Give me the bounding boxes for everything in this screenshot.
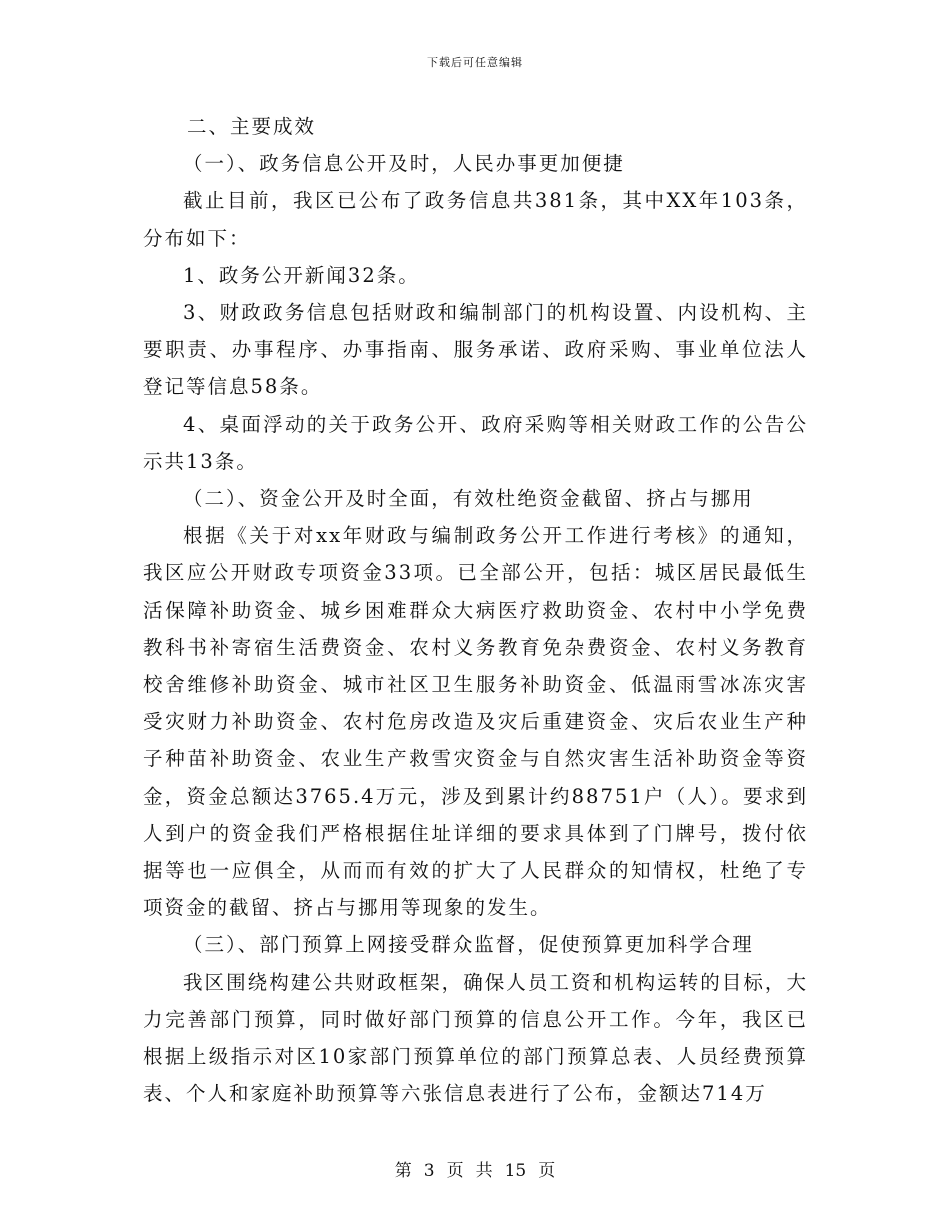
section-heading: 二、主要成效 <box>187 115 317 138</box>
list-item: 3、财政政务信息包括财政和编制部门的机构设置、内设机构、主要职责、办事程序、办事指南、服务承诺、政府采购、事业单位法人登记等信息58条。 <box>143 301 808 399</box>
list-item: 4、桌面浮动的关于政务公开、政府采购等相关财政工作的公告公示共13条。 <box>143 412 808 473</box>
footer-prefix: 第 <box>394 1161 412 1181</box>
page-footer <box>0 1156 950 1181</box>
footer-current-page: 3 <box>423 1161 435 1181</box>
footer-page-word: 页 <box>446 1161 464 1181</box>
body-paragraph: 截止目前，我区已公布了政务信息共381条，其中XX年103条，分布如下： <box>143 189 808 250</box>
list-item: 1、政务公开新闻32条。 <box>183 263 420 287</box>
body-paragraph: 我区围绕构建公共财政框架，确保人员工资和机构运转的目标，大力完善部门预算，同时做好部门预算的信息公开工作。今年，我区已根据上级指示对区10家部门预算单位的部门预算总表、人员经费预算表、个人和家庭补助预算等六张信息表进行了公布，金额达714万 <box>143 970 808 1106</box>
document-body <box>143 108 808 1112</box>
body-paragraph: 根据《关于对xx年财政与编制政务公开工作进行考核》的通知，我区应公开财政专项资金33项。已全部公开，包括：城区居民最低生活保障补助资金、城乡困难群众大病医疗救助资金、农村中小学免费教科书补寄宿生活费资金、农村义务教育免杂费资金、农村义务教育校舍维修补助资金、城市社区卫生服务补助资金、低温雨雪冰冻灾害受灾财力补助资金、农村危房改造及灾后重建资金、灾后农业生产种子种苗补助资金、农业生产救雪灾资金与自然灾害生活补助资金等资金，资金总额达3765.4万元，涉及到累计约88751户（人）。要求到人到户的资金我们严格根据住址详细的要求具体到了门牌号，拨付依据等也一应俱全，从而而有效的扩大了人民群众的知情权，杜绝了专项资金的截留、挤占与挪用等现象的发生。 <box>143 524 808 920</box>
footer-total-pages: 15 <box>504 1161 527 1181</box>
footer-total-word: 共 <box>475 1161 493 1181</box>
subsection-heading-3: （三）、部门预算上网接受群众监督，促使预算更加科学合理 <box>183 933 754 957</box>
subsection-heading-1: （一）、政务信息公开及时，人民办事更加便捷 <box>183 152 625 176</box>
footer-suffix: 页 <box>538 1161 556 1181</box>
subsection-heading-2: （二）、资金公开及时全面，有效杜绝资金截留、挤占与挪用 <box>183 487 754 511</box>
page-header-note: 下载后可任意编辑 <box>427 56 523 69</box>
